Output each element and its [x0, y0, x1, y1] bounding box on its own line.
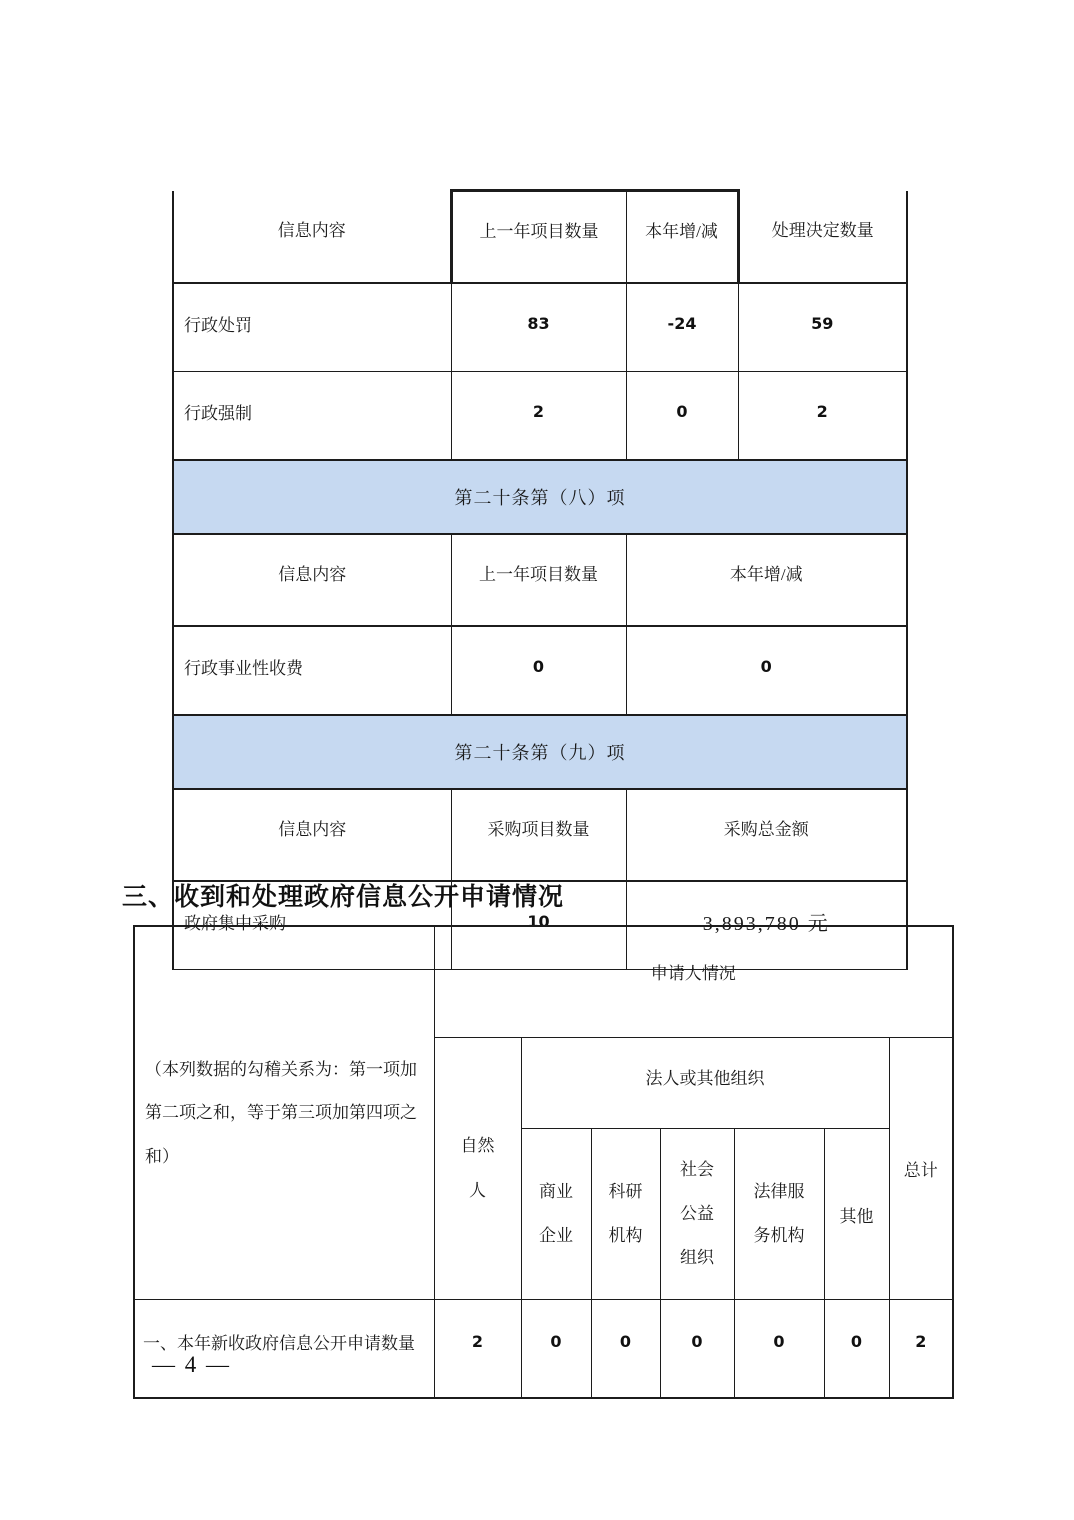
band-row-article20-item9	[173, 715, 907, 789]
legal-org-header: 法人或其他组织	[521, 1038, 889, 1129]
col-header-total: 总计	[889, 1038, 953, 1300]
decision-value: 2	[738, 372, 907, 461]
row-label: 行政事业性收费	[173, 626, 451, 715]
col-header-label: 社会公益组织	[679, 1159, 714, 1268]
other-value: 0	[824, 1300, 889, 1399]
applicant-header-row	[134, 926, 953, 1038]
total-value: 2	[889, 1300, 953, 1399]
decision-value: 59	[738, 283, 907, 372]
header-info-content: 信息内容	[173, 789, 451, 881]
col-header-business	[521, 1129, 591, 1300]
header-year-change: 本年增/减	[626, 191, 738, 284]
row-label: 政府集中采购	[173, 881, 451, 970]
table-row-admin-fees	[173, 626, 907, 715]
header-year-change: 本年增/减	[626, 534, 907, 626]
applications-table-block	[133, 925, 954, 1399]
col-header-label: 法律服务机构	[753, 1181, 805, 1245]
row-label: 一、本年新收政府信息公开申请数量	[134, 1300, 434, 1399]
change-value: 0	[626, 372, 738, 461]
header-procurement-amount: 采购总金额	[626, 789, 907, 881]
change-value: -24	[626, 283, 738, 372]
header-prev-year-count: 上一年项目数量	[451, 534, 626, 626]
col-header-label: 自然人	[460, 1136, 495, 1200]
table-row-new-applications	[134, 1300, 953, 1399]
prev-year-value: 83	[451, 283, 626, 372]
item8-header-row	[173, 534, 907, 626]
social-org-value: 0	[660, 1300, 734, 1399]
table-row-admin-coercion	[173, 372, 907, 461]
row-label: 行政强制	[173, 372, 451, 461]
band-title: 第二十条第（八）项	[173, 460, 907, 534]
prev-year-value: 2	[451, 372, 626, 461]
note-cell: （本列数据的勾稽关系为：第一项加第二项之和，等于第三项加第四项之和）	[134, 926, 434, 1300]
band-title: 第二十条第（九）项	[173, 715, 907, 789]
section3-heading: 三、收到和处理政府信息公开申请情况	[122, 882, 565, 911]
research-value: 0	[591, 1300, 660, 1399]
header-procurement-count: 采购项目数量	[451, 789, 626, 881]
band-row-article20-item8	[173, 460, 907, 534]
business-value: 0	[521, 1300, 591, 1399]
applications-table	[133, 925, 954, 1399]
col-header-social-org	[660, 1129, 734, 1300]
natural-person-value: 2	[434, 1300, 521, 1399]
header-prev-year-count: 上一年项目数量	[451, 191, 626, 284]
col-header-legal-service	[734, 1129, 824, 1300]
continued-table-header-row	[173, 191, 907, 284]
col-header-natural-person	[434, 1038, 521, 1300]
col-header-label: 商业企业	[538, 1181, 573, 1245]
change-value: 0	[626, 626, 907, 715]
statute-tables-block	[172, 189, 908, 970]
row-label: 行政处罚	[173, 283, 451, 372]
procurement-count-value: 10	[451, 881, 626, 970]
procurement-amount-value: 3,893,780 元	[626, 881, 907, 970]
page-number: — 4 —	[152, 1352, 231, 1377]
item9-header-row	[173, 789, 907, 881]
header-info-content: 信息内容	[173, 534, 451, 626]
col-header-research	[591, 1129, 660, 1300]
legal-service-value: 0	[734, 1300, 824, 1399]
col-header-other: 其他	[824, 1129, 889, 1300]
table-row-admin-penalty	[173, 283, 907, 372]
header-info-content: 信息内容	[173, 191, 451, 284]
col-header-label: 科研机构	[608, 1181, 643, 1245]
applicant-situation-header: 申请人情况	[434, 926, 953, 1038]
header-decision-count: 处理决定数量	[738, 191, 907, 284]
statute-table	[172, 189, 908, 970]
prev-year-value: 0	[451, 626, 626, 715]
